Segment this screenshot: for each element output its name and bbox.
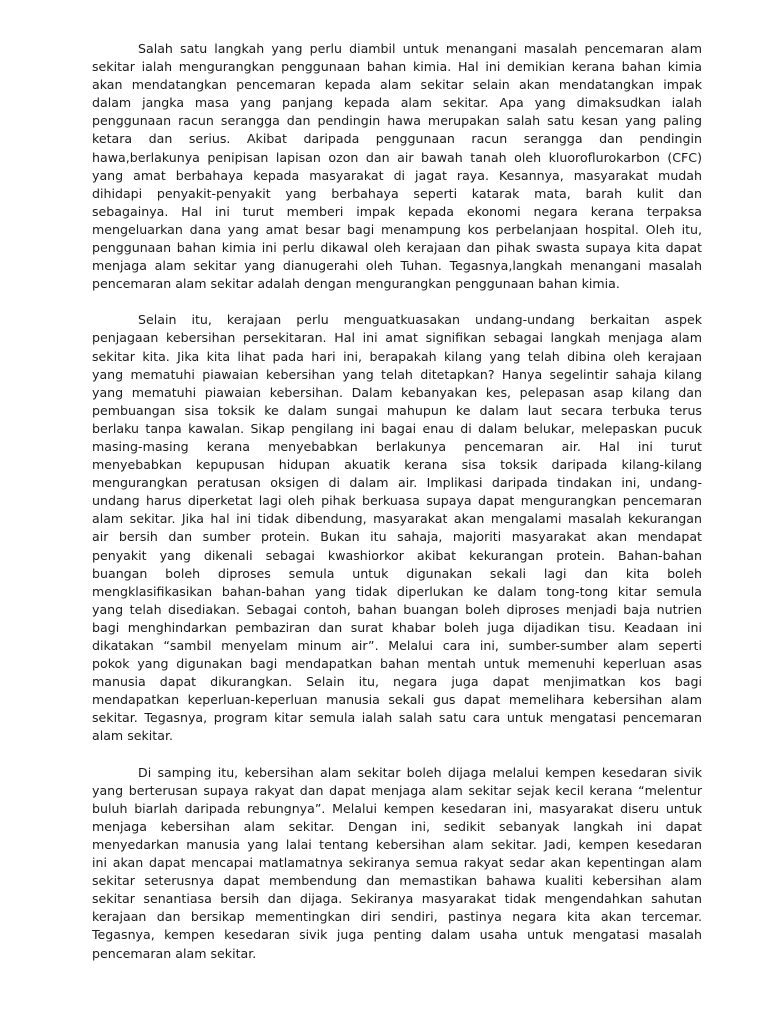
text-line: yang amat berbahaya kepada masyarakat di jagat raya. Kesannya, masyarakat mudah [92, 167, 702, 183]
text-line: sekitar seterusnya dapat membendung dan memastikan bahawa kualiti kebersihan alam [92, 873, 702, 889]
text-line: mengklasifikasikan bahan-bahan yang tidak diperlukan ke dalam tong-tong kitar semula [92, 583, 702, 599]
text-line: ketara dan serius. Akibat daripada penggunaan racun serangga dan pendingin [92, 131, 702, 147]
text-line: pembuangan sisa toksik ke dalam sungai mahupun ke dalam laut secara terbuka terus [92, 402, 702, 418]
text-line: ini akan dapat mencapai matlamatnya sekiranya semua rakyat sedar akan kepentingan alam [92, 855, 702, 871]
text-line: yang mematuhi piawaian kebersihan. Dalam kebanyakan kes, pelepasan asap kilang dan [92, 384, 702, 400]
text-line: Di samping itu, kebersihan alam sekitar boleh dijaga melalui kempen kesedaran sivik [138, 764, 702, 780]
text-line: menyedarkan manusia yang lalai tentang kebersihan alam sekitar. Jadi, kempen kesedaran [92, 836, 702, 852]
text-line: undang harus diperketat lagi oleh pihak berkuasa supaya dapat mengurangkan pencemaran [92, 493, 702, 509]
text-line: Salah satu langkah yang perlu diambil untuk menangani masalah pencemaran alam [138, 41, 702, 56]
text-line: alam sekitar. Jika hal ini tidak dibendung, masyarakat akan mengalami masalah kekurangan [92, 511, 702, 527]
text-line: penggunaan bahan kimia ini perlu dikawal oleh kerajaan dan pihak swasta supaya kita dapat [92, 240, 702, 256]
text-line: Tegasnya, kempen kesedaran sivik juga penting dalam usaha untuk mengatasi masalah [92, 927, 702, 943]
text-line: sekitar ialah mengurangkan penggunaan bahan kimia. Hal ini demikian kerana bahan kimia [92, 59, 702, 75]
text-line: pencemaran alam sekitar adalah dengan mengurangkan penggunaan bahan kimia. [92, 276, 620, 292]
document-page [92, 40, 702, 981]
text-line: dalam jangka masa yang panjang kepada alam sekitar. Apa yang dimaksudkan ialah [92, 95, 702, 111]
text-line: air bersih dan sumber protein. Bukan itu sahaja, majoriti masyarakat akan mendapat [92, 529, 702, 545]
text-line: kerajaan dan bersikap mementingkan diri sendiri, pastinya negara kita akan tercemar. [92, 909, 702, 925]
text-line: hawa,berlakunya penipisan lapisan ozon dan air bawah tanah oleh kluoroflurokarbon (CFC) [92, 149, 702, 165]
text-line: pencemaran alam sekitar. [92, 945, 257, 961]
text-line: mendapatkan keperluan-keperluan manusia sekali gus dapat memelihara kebersihan alam [92, 692, 702, 708]
text-line: menyebabkan kepupusan hidupan akuatik kerana sisa toksik daripada kilang-kilang [92, 457, 702, 473]
paragraph-1 [92, 40, 702, 293]
text-line: penggunaan racun serangga dan pendingin hawa merupakan salah satu kesan yang paling [92, 113, 702, 129]
text-line: Selain itu, kerajaan perlu menguatkuasakan undang-undang berkaitan aspek [138, 312, 702, 328]
text-line: buangan boleh diproses semula untuk digunakan sekali lagi dan kita boleh [92, 565, 702, 581]
text-line: yang telah disediakan. Sebagai contoh, bahan buangan boleh diproses menjadi baja nutrien [92, 601, 702, 617]
text-line: yang berterusan supaya rakyat dan dapat menjaga alam sekitar sejak kecil kerana “melentur [92, 782, 702, 798]
text-line: dihidapi penyakit-penyakit yang berbahaya seperti katarak mata, barah kulit dan [92, 185, 702, 201]
text-line: bagi menghindarkan pembaziran dan surat khabar boleh juga dijadikan tisu. Keadaan ini [92, 619, 702, 635]
text-line: buluh biarlah daripada rebungnya”. Melalui kempen kesedaran ini, masyarakat diseru untuk [92, 800, 702, 816]
text-line: masing-masing kerana menyebabkan berlakunya pencemaran air. Hal ini turut [92, 438, 702, 454]
text-line: sekitar. Tegasnya, program kitar semula ialah salah satu cara untuk mengatasi pencemaran [92, 710, 702, 726]
text-line: pokok yang digunakan bagi mendapatkan bahan mentah untuk memenuhi keperluan asas [92, 656, 702, 672]
text-line: mengeluarkan dana yang amat besar bagi menampung kos perbelanjaan hospital. Oleh itu, [92, 221, 702, 237]
text-line: menjaga alam sekitar yang dianugerahi oleh Tuhan. Tegasnya,langkah menangani masalah [92, 258, 702, 274]
text-line: berlaku tanpa kawalan. Sikap pengilang ini bagai enau di dalam belukar, melepaskan pucuk [92, 420, 702, 436]
text-line: manusia dapat dikurangkan. Selain itu, negara juga dapat menjimatkan kos bagi [92, 674, 702, 690]
text-line: yang mematuhi piawaian kebersihan yang telah ditetapkan? Hanya segelintir sahaja kilang [92, 366, 702, 382]
text-line: penyakit yang dikenali sebagai kwashiorkor akibat kekurangan protein. Bahan-bahan [92, 547, 702, 563]
text-line: sebagainya. Hal ini turut memberi impak kepada ekonomi negara kerana terpaksa [92, 203, 702, 219]
paragraph-2 [92, 311, 702, 745]
text-line: mengurangkan peratusan oksigen di dalam air. Implikasi daripada tindakan ini, undang- [92, 475, 702, 491]
paragraph-3 [92, 764, 702, 963]
text-line: dikatakan “sambil menyelam minum air”. Melalui cara ini, sumber-sumber alam seperti [92, 638, 702, 653]
text-line: sekitar kita. Jika kita lihat pada hari ini, berapakah kilang yang telah dibina oleh kerajaan [92, 348, 702, 364]
text-line: sekitar senantiasa bersih dan dijaga. Sekiranya masyarakat tidak mengendahkan sahutan [92, 891, 702, 907]
text-line: akan mendatangkan pencemaran kepada alam sekitar selain akan mendatangkan impak [92, 77, 702, 93]
text-line: penjagaan kebersihan persekitaran. Hal ini amat signifikan sebagai langkah menjaga alam [92, 330, 702, 346]
text-line: alam sekitar. [92, 728, 173, 744]
text-line: menjaga kebersihan alam sekitar. Dengan ini, sedikit sebanyak langkah ini dapat [92, 818, 702, 834]
